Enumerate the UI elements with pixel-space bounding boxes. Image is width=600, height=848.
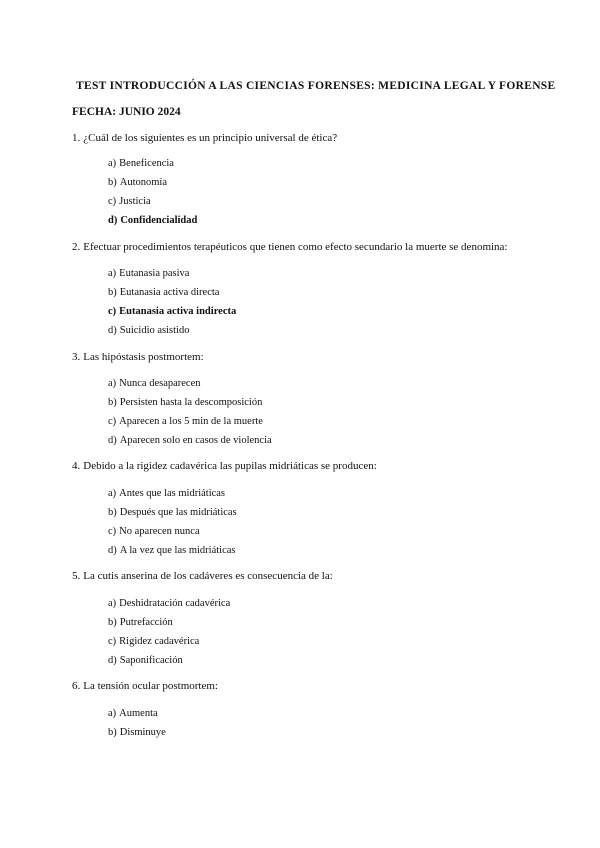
option-letter: a) xyxy=(108,158,117,169)
question-number: 6. xyxy=(72,680,81,692)
question-5-options xyxy=(108,594,230,670)
option-letter: a) xyxy=(108,708,117,719)
option-letter: c) xyxy=(108,416,117,427)
question-number: 1. xyxy=(72,132,81,144)
option-5c xyxy=(108,632,230,651)
option-1a xyxy=(108,154,197,173)
option-text: Eutanasia activa directa xyxy=(119,287,220,298)
option-text: Beneficencia xyxy=(119,158,174,169)
option-letter: b) xyxy=(108,507,117,518)
question-text: Debido a la rigidez cadavérica las pupilas midriáticas se producen: xyxy=(83,460,377,472)
option-2d xyxy=(108,321,236,340)
option-4c xyxy=(108,522,237,541)
question-3-options xyxy=(108,374,272,450)
option-1b xyxy=(108,173,197,192)
option-4d xyxy=(108,541,237,560)
option-3d xyxy=(108,431,272,450)
option-letter: a) xyxy=(108,598,117,609)
option-2a xyxy=(108,264,236,283)
question-1-options xyxy=(108,154,197,230)
question-number: 5. xyxy=(72,570,81,582)
option-letter: c) xyxy=(108,306,117,317)
option-letter: d) xyxy=(108,325,117,336)
option-letter: d) xyxy=(108,545,117,556)
option-text: Eutanasia activa indirecta xyxy=(119,306,237,317)
option-text: Persisten hasta la descomposición xyxy=(119,397,263,408)
option-6b xyxy=(108,723,166,742)
question-4-options xyxy=(108,484,237,560)
option-text: Después que las midriáticas xyxy=(119,507,237,518)
option-text: Deshidratación cadavérica xyxy=(119,598,231,609)
option-letter: d) xyxy=(108,215,118,226)
option-text: Aumenta xyxy=(119,708,158,719)
option-letter: b) xyxy=(108,617,117,628)
option-text: Disminuye xyxy=(119,727,166,738)
option-text: Aparecen a los 5 min de la muerte xyxy=(119,416,263,427)
option-text: Confidencialidad xyxy=(120,215,198,226)
option-text: Justicia xyxy=(119,196,151,207)
option-letter: a) xyxy=(108,268,117,279)
question-text: Efectuar procedimientos terapéuticos que tienen como efecto secundario la muerte se denomina: xyxy=(83,241,508,253)
option-letter: b) xyxy=(108,177,117,188)
option-letter: b) xyxy=(108,287,117,298)
question-3 xyxy=(72,351,204,363)
option-6a xyxy=(108,704,166,723)
option-text: Autonomía xyxy=(119,177,167,188)
question-6-options xyxy=(108,704,166,742)
option-4a xyxy=(108,484,237,503)
option-text: Suicidio asistido xyxy=(119,325,190,336)
option-letter: a) xyxy=(108,488,117,499)
document-title: TEST INTRODUCCIÓN A LAS CIENCIAS FORENSES: MEDICINA LEGAL Y FORENSE xyxy=(76,80,556,92)
option-letter: a) xyxy=(108,378,117,389)
option-2c-correct xyxy=(108,302,236,321)
option-1d-correct xyxy=(108,211,197,230)
option-text: A la vez que las midriáticas xyxy=(119,545,236,556)
question-text: ¿Cuál de los siguientes es un principio universal de ética? xyxy=(83,132,338,144)
question-5 xyxy=(72,570,333,582)
question-number: 2. xyxy=(72,241,81,253)
option-1c xyxy=(108,192,197,211)
question-number: 4. xyxy=(72,460,81,472)
question-text: La cutis anserina de los cadáveres es consecuencia de la: xyxy=(83,570,333,582)
question-2 xyxy=(72,241,508,253)
document-date: FECHA: JUNIO 2024 xyxy=(72,106,181,118)
option-text: Aparecen solo en casos de violencia xyxy=(119,435,272,446)
option-text: Nunca desaparecen xyxy=(119,378,201,389)
option-4b xyxy=(108,503,237,522)
option-letter: b) xyxy=(108,397,117,408)
option-5a xyxy=(108,594,230,613)
question-number: 3. xyxy=(72,351,81,363)
option-text: Putrefacción xyxy=(119,617,173,628)
option-3c xyxy=(108,412,272,431)
question-2-options xyxy=(108,264,236,340)
option-text: Antes que las midriáticas xyxy=(119,488,226,499)
option-letter: d) xyxy=(108,435,117,446)
question-6 xyxy=(72,680,218,692)
option-2b xyxy=(108,283,236,302)
option-letter: c) xyxy=(108,636,117,647)
option-letter: b) xyxy=(108,727,117,738)
option-text: Rigidez cadavérica xyxy=(119,636,200,647)
option-text: No aparecen nunca xyxy=(119,526,200,537)
option-text: Saponificación xyxy=(119,655,183,666)
question-text: Las hipóstasis postmortem: xyxy=(83,351,204,363)
option-3a xyxy=(108,374,272,393)
option-5b xyxy=(108,613,230,632)
option-letter: c) xyxy=(108,526,117,537)
option-text: Eutanasia pasiva xyxy=(119,268,190,279)
question-text: La tensión ocular postmortem: xyxy=(83,680,218,692)
question-4 xyxy=(72,460,377,472)
option-letter: d) xyxy=(108,655,117,666)
option-5d xyxy=(108,651,230,670)
option-letter: c) xyxy=(108,196,117,207)
option-3b xyxy=(108,393,272,412)
question-1 xyxy=(72,132,337,144)
